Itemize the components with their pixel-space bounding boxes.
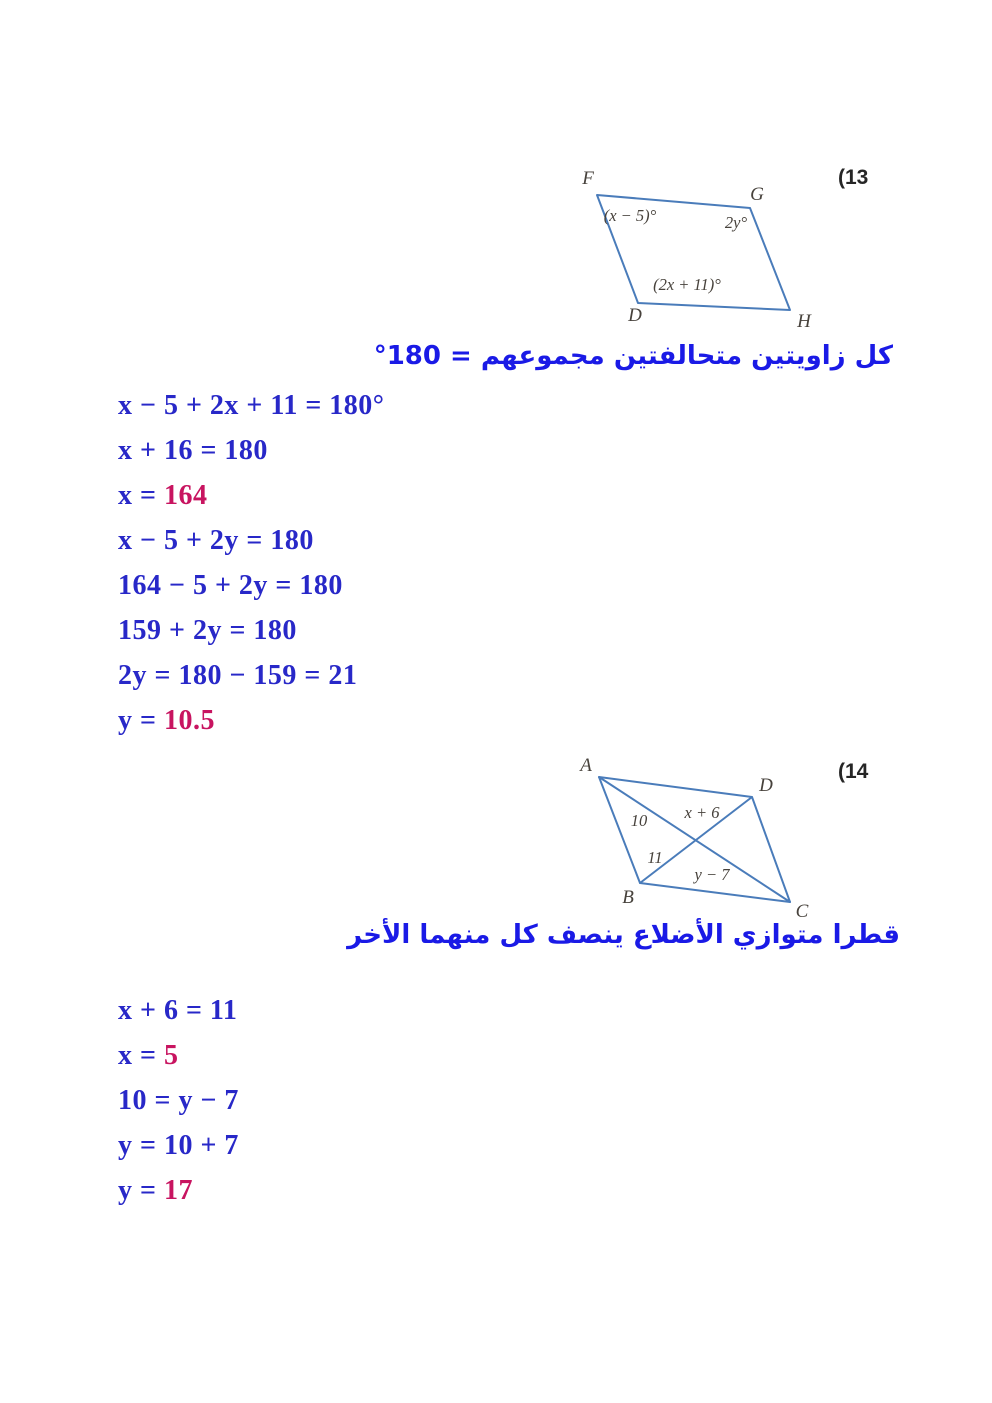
- solution-steps-13: [118, 383, 384, 743]
- vertex-label-f: F: [582, 168, 594, 189]
- vertex-label-a: A: [580, 755, 592, 776]
- equation-text: y = 10 + 7: [118, 1130, 239, 1161]
- equation-text: 2y = 180 − 159 = 21: [118, 660, 358, 691]
- vertex-label-c: C: [795, 901, 809, 920]
- angle-label-d: (2x + 11)°: [653, 275, 721, 294]
- equation-text: x =: [118, 1040, 164, 1071]
- parallelogram-diagram-14: [560, 740, 980, 920]
- vertex-label-h: H: [797, 311, 811, 332]
- angle-label-g: 2y°: [724, 213, 748, 232]
- segment-label-od: x + 6: [684, 803, 720, 822]
- equation-line: [118, 1078, 239, 1123]
- equation-text: x + 6 = 11: [118, 995, 238, 1026]
- equation-answer: 164: [163, 480, 208, 511]
- problem-number-14: (14: [838, 760, 869, 783]
- problem-number-13: (13: [838, 166, 869, 189]
- equation-line: [118, 428, 384, 473]
- equation-text: x − 5 + 2x + 11 = 180°: [118, 390, 385, 421]
- equation-text: y =: [118, 705, 164, 736]
- equation-line: [118, 653, 384, 698]
- equation-line: [118, 1168, 239, 1213]
- equation-line: [118, 608, 384, 653]
- equation-line: [118, 563, 384, 608]
- equation-line: [118, 698, 384, 743]
- rule-caption-13: كل زاويتين متحالفتين مجموعهم = 180°: [373, 341, 893, 371]
- equation-text: x + 16 = 180: [118, 435, 268, 466]
- equation-answer: 17: [163, 1175, 193, 1206]
- equation-text: x − 5 + 2y = 180: [118, 525, 314, 556]
- equation-text: 164 − 5 + 2y = 180: [118, 570, 343, 601]
- equation-text: y =: [118, 1175, 164, 1206]
- equation-answer: 5: [163, 1040, 179, 1071]
- vertex-label-b: B: [622, 887, 634, 908]
- equation-line: [118, 383, 384, 428]
- vertex-label-d: D: [628, 305, 642, 326]
- equation-line: [118, 1033, 239, 1078]
- equation-line: [118, 473, 384, 518]
- segment-label-bo: 11: [647, 848, 663, 867]
- angle-label-f: (x − 5)°: [603, 206, 657, 225]
- equation-text: 159 + 2y = 180: [118, 615, 297, 646]
- solution-steps-14: [118, 988, 239, 1213]
- equation-line: [118, 988, 239, 1033]
- equation-text: 10 = y − 7: [118, 1085, 239, 1116]
- vertex-label-d: D: [759, 775, 773, 796]
- vertex-label-g: G: [750, 184, 764, 205]
- equation-answer: 10.5: [163, 705, 215, 736]
- equation-text: x =: [118, 480, 164, 511]
- equation-line: [118, 518, 384, 563]
- segment-label-oc: y − 7: [694, 865, 730, 884]
- segment-label-ao: 10: [630, 811, 648, 830]
- equation-line: [118, 1123, 239, 1168]
- rule-caption-14: قطرا متوازي الأضلاع ينصف كل منهما الأخر: [347, 920, 900, 950]
- parallelogram-diagram-13: [560, 140, 980, 360]
